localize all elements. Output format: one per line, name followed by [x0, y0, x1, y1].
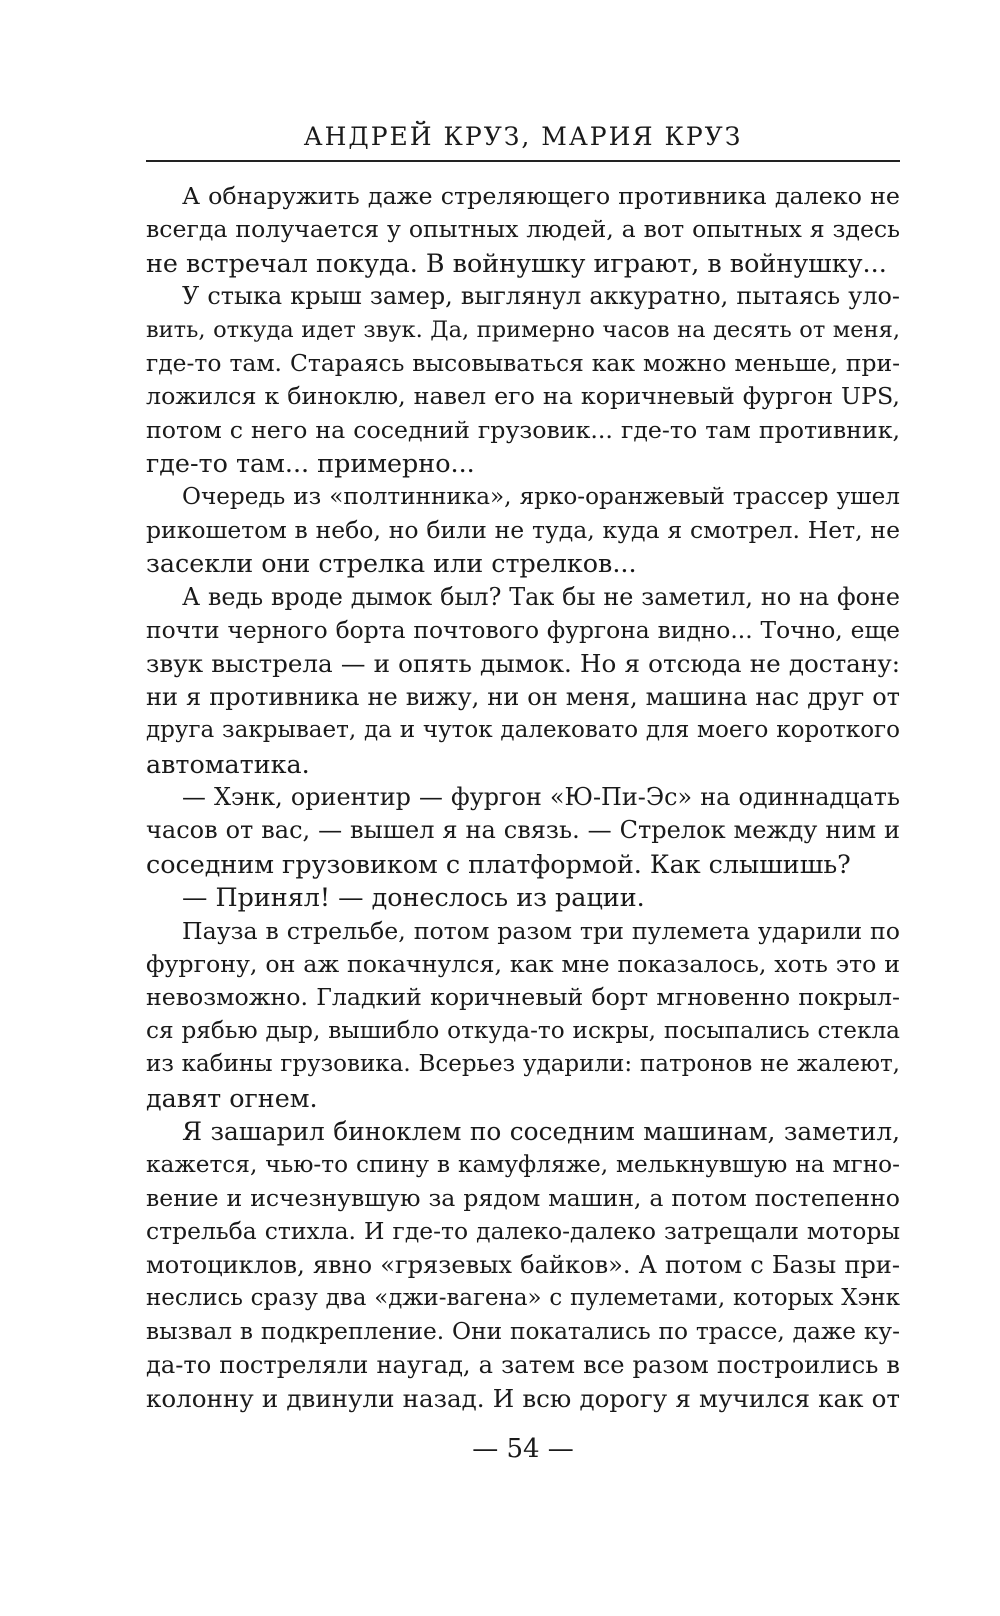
text-line: вызвал в подкрепление. Они покатались по трассе, даже ку- [146, 1318, 900, 1346]
page-number: — 54 — [472, 1434, 574, 1464]
book-page [146, 120, 900, 1520]
text-line: А ведь вроде дымок был? Так бы не заметил, но на фоне [182, 582, 900, 611]
text-line: — Хэнк, ориентир — фургон «Ю-Пи-Эс» на одиннадцать [182, 783, 900, 812]
text-line: засекли они стрелка или стрелков... [146, 548, 637, 579]
text-line: потом с него на соседний грузовик... где-то там противник, [146, 415, 900, 444]
text-line: вение и исчезнувшую за рядом машин, а потом постепенно [146, 1183, 900, 1212]
paragraph [146, 280, 900, 480]
text-line: соседним грузовиком с платформой. Как слышишь? [146, 848, 851, 879]
paragraph [146, 781, 900, 881]
text-line: У стыка крыш замер, выглянул аккуратно, пытаясь уло- [182, 282, 900, 311]
text-line: автоматика. [146, 748, 310, 779]
paragraph [146, 180, 900, 280]
body-text [146, 180, 900, 1415]
text-line: стрельба стихла. И где-то далеко-далеко затрещали моторы [146, 1217, 900, 1246]
paragraph [146, 481, 900, 581]
text-line: — Принял! — донеслось из рации. [182, 882, 645, 913]
text-line: ложился к биноклю, навел его на коричневый фургон UPS, [146, 382, 900, 411]
text-line: рикошетом в небо, но били не туда, куда я смотрел. Нет, не [146, 515, 900, 544]
text-line: ся рябью дыр, вышибло откуда-то искры, посыпались стекла [146, 1017, 900, 1044]
paragraph [146, 581, 900, 781]
text-line: да-то постреляли наугад, а затем все разом построились в [146, 1350, 900, 1379]
text-line: колонну и двинули назад. И всю дорогу я мучился как от [146, 1384, 900, 1414]
text-line: где-то там... примерно... [146, 448, 475, 479]
text-line: звук выстрела — и опять дымок. Но я отсюда не достану: [146, 649, 900, 679]
text-line: где-то там. Стараясь высовываться как можно меньше, при- [146, 348, 900, 377]
text-line: неслись сразу два «джи-вагена» с пулеметами, которых Хэнк [146, 1284, 900, 1311]
text-line: из кабины грузовика. Всерьез ударили: патронов не жалеют, [146, 1051, 900, 1078]
text-line: давят огнем. [146, 1082, 318, 1113]
paragraph [146, 915, 900, 1115]
text-line: кажется, чью-то спину в камуфляже, мелькнувшую на мгно- [146, 1151, 900, 1179]
text-line: А обнаружить даже стреляющего противника далеко не [182, 182, 900, 210]
paragraph [146, 1115, 900, 1416]
text-line: не встречал покуда. В войнушку играют, в войнушку... [146, 247, 887, 278]
text-line: почти черного борта почтового фургона видно... Точно, еще [146, 616, 900, 645]
running-head: АНДРЕЙ КРУЗ, МАРИЯ КРУЗ [303, 122, 743, 151]
text-line: ни я противника не вижу, ни он меня, машина нас друг от [146, 682, 900, 711]
text-line: Пауза в стрельбе, потом разом три пулемета ударили по [182, 916, 900, 945]
paragraph [146, 881, 900, 914]
text-line: часов от вас, — вышел я на связь. — Стрелок между ним и [146, 816, 900, 845]
text-line: невозможно. Гладкий коричневый борт мгновенно покрыл- [146, 983, 900, 1012]
text-line: Очередь из «полтинника», ярко-оранжевый трассер ушел [182, 483, 900, 510]
text-line: друга закрывает, да и чуток далековато для моего короткого [146, 717, 900, 744]
header-rule [146, 160, 900, 162]
text-line: Я зашарил биноклем по соседним машинам, заметил, [182, 1116, 900, 1146]
text-line: вить, откуда идет звук. Да, примерно часов на десять от меня, [146, 316, 900, 343]
text-line: мотоциклов, явно «грязевых байков». А потом с Базы при- [146, 1250, 900, 1279]
text-line: фургону, он аж покачнулся, как мне показалось, хоть это и [146, 949, 900, 978]
text-line: всегда получается у опытных людей, а вот опытных я здесь [146, 215, 900, 244]
